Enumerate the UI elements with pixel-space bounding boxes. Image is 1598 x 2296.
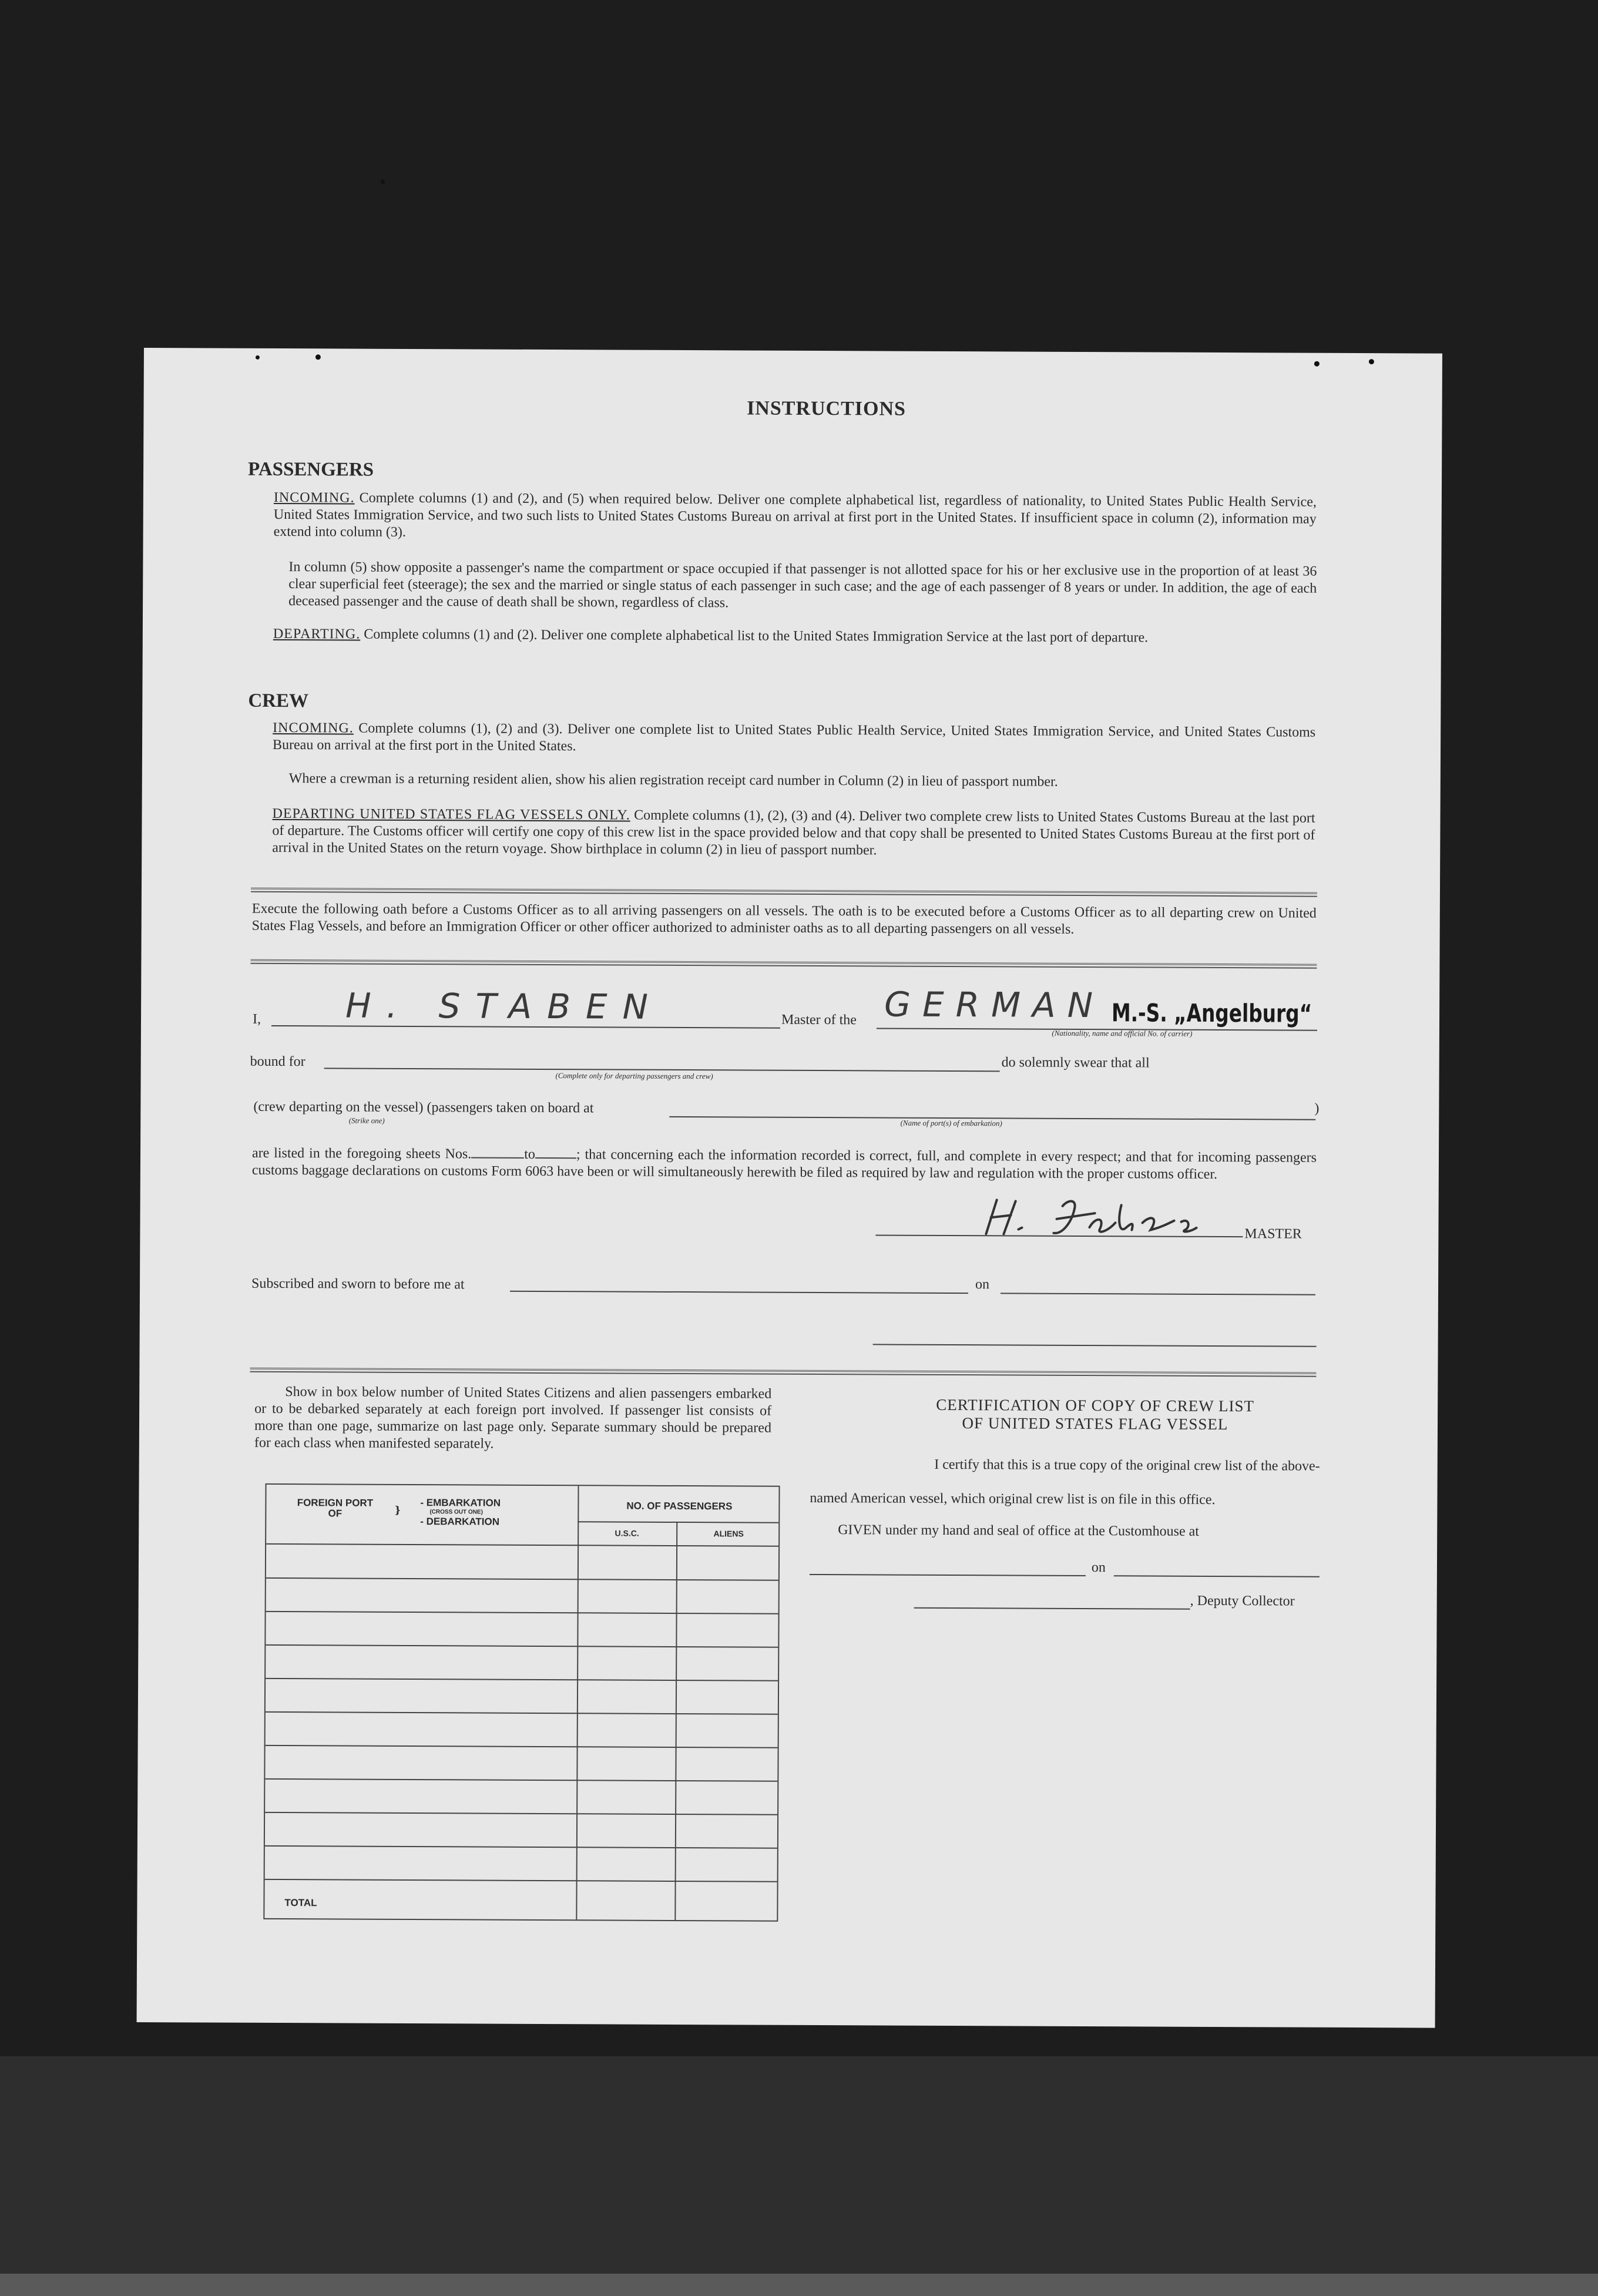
master-label: MASTER	[1244, 1226, 1302, 1242]
sheet-to-blank	[535, 1157, 576, 1159]
master-of-label: Master of the	[781, 1012, 857, 1028]
table-row	[266, 1611, 778, 1614]
master-name-handwritten: H. STABEN	[345, 985, 664, 1027]
summary-instructions: Show in box below number of United States Citizens and alien passengers embarked or to be debarked separately at each foreign port involved. If passenger list consists of more than one page, summarize on last page only. Separate summary should be prepared for each class when manifested separately.	[254, 1384, 772, 1452]
officer-signature-line	[873, 1342, 1317, 1347]
customhouse-line	[810, 1573, 1086, 1576]
oath-divider	[250, 959, 1317, 969]
subscribed-label: Subscribed and sworn to before me at	[251, 1275, 465, 1293]
subscribed-on-label: on	[975, 1277, 990, 1293]
table-divider	[578, 1521, 778, 1523]
table-divider	[674, 1522, 677, 1920]
section-divider	[251, 888, 1317, 897]
passengers-departing-lead: DEPARTING.	[273, 626, 361, 642]
crew-departing-lead: DEPARTING UNITED STATES FLAG VESSELS ONLY.	[272, 805, 630, 823]
table-row	[265, 1778, 777, 1782]
total-label: TOTAL	[284, 1897, 317, 1909]
sheets-paragraph	[252, 1145, 1317, 1184]
embarkation-header: - EMBARKATION	[420, 1497, 501, 1509]
passengers-departing-paragraph	[273, 626, 1316, 647]
crew-incoming-lead: INCOMING.	[273, 720, 354, 736]
table-row	[266, 1678, 778, 1681]
passengers-departing-text: Complete columns (1) and (2). Deliver one complete alphabetical list to the United States Immigration Service at the last port of departure.	[364, 626, 1149, 646]
bound-for-label: bound for	[250, 1053, 306, 1070]
vessel-caption: (Nationality, name and official No. of carrier)	[1052, 1028, 1193, 1038]
bound-for-caption: (Complete only for departing passengers and crew)	[555, 1071, 713, 1081]
scanner-edge	[0, 2274, 1598, 2296]
aliens-header: ALIENS	[713, 1529, 744, 1539]
deputy-collector-label: , Deputy Collector	[1190, 1593, 1295, 1609]
passenger-summary-table	[263, 1483, 780, 1922]
oath-i-label: I,	[252, 1011, 261, 1027]
passengers-incoming-paragraph	[274, 489, 1317, 545]
punch-mark	[315, 354, 321, 360]
passengers-incoming-text: Complete columns (1) and (2), and (5) when required below. Deliver one complete alphabetical list, regardless of nationality, to United States Public Health Service, United States Immigration Service, and two such lists to United States Customs Bureau on arrival at first port in the United States. If insufficient space in column (2), information may extend into column (3).	[273, 490, 1317, 540]
subscribed-at-line	[510, 1290, 968, 1294]
table-row	[265, 1812, 777, 1815]
table-row	[265, 1845, 777, 1849]
foreign-port-header: FOREIGN PORT OF	[297, 1497, 374, 1519]
certification-date-line	[1114, 1574, 1320, 1577]
certification-title-line1: CERTIFICATION OF COPY OF CREW LIST	[936, 1395, 1255, 1415]
subscribed-date-line	[1001, 1291, 1315, 1295]
strike-caption: (Strike one)	[348, 1116, 385, 1125]
sheets-text-1: are listed in the foregoing sheets Nos.	[251, 1145, 472, 1162]
crew-resident-paragraph: Where a crewman is a returning resident alien, show his alien registration receipt card number in Column (2) in lieu of passport number.	[288, 771, 1058, 790]
sheet-from-blank	[471, 1157, 524, 1158]
table-row	[266, 1577, 778, 1581]
table-row	[266, 1745, 778, 1748]
certification-line3: GIVEN under my hand and seal of office at the Customhouse at	[838, 1522, 1200, 1539]
crew-departing-label: (crew departing on the vessel) (passengers taken on board at	[253, 1099, 594, 1116]
cross-out-note: (CROSS OUT ONE)	[429, 1509, 483, 1516]
close-paren: )	[1314, 1100, 1320, 1116]
table-divider	[576, 1486, 579, 1919]
certification-line2: named American vessel, which original crew list is on file in this office.	[810, 1490, 1216, 1508]
punch-mark	[256, 355, 260, 360]
table-row	[265, 1879, 777, 1882]
punch-mark	[1314, 361, 1320, 367]
usc-header: U.S.C.	[615, 1528, 639, 1538]
page-title: INSTRUCTIONS	[747, 397, 907, 420]
crew-heading: CREW	[248, 690, 309, 712]
oath-intro: Execute the following oath before a Customs Officer as to all arriving passengers on all vessels. The oath is to be executed before a Customs Officer as to all departing crew on United States Flag Vessels, and before an Immigration Officer or other officer authorized to administer oaths as to all departing passengers on all vessels.	[251, 901, 1317, 937]
dust-speck	[381, 180, 385, 184]
certification-title-line2: OF UNITED STATES FLAG VESSEL	[962, 1414, 1228, 1434]
crew-incoming-text: Complete columns (1), (2) and (3). Deliver one complete list to United States Public Health Service, United States Immigration Service, and United States Customs Bureau on arrival at the first port in the United States.	[272, 720, 1316, 754]
swear-label: do solemnly swear that all	[1001, 1055, 1150, 1071]
passengers-column5-paragraph: In column (5) show opposite a passenger's name the compartment or space occupied if that passenger is not allotted space for his or her exclusive use in the proportion of at least 36 clear superficial feet (steerage); the sex and the married or single status of each passenger in such case; and the age of each passenger of 8 years or under. In addition, the age of each deceased passenger and the cause of death shall be shown, regardless of class.	[288, 559, 1317, 611]
crew-departing-text: Complete columns (1), (2), (3) and (4). Deliver two complete crew lists to United States Customs Bureau at the last port of departure. The Customs officer will certify one copy of this crew list in the space provided below and that copy shall be presented to United States Customs Bureau at the first port of arrival in the United States on the return voyage. Show birthplace in column (2) in lieu of passport number.	[272, 807, 1315, 858]
crew-departing-paragraph	[272, 805, 1315, 861]
sheets-text-2: ; that concerning each the information recorded is correct, full, and complete in every respect; and that for incoming passengers customs baggage declarations on customs Form 6063 have been or will simultaneously herewith be filed as required by law and regulation with the proper customs officer.	[251, 1147, 1317, 1182]
deputy-collector-line	[914, 1606, 1190, 1610]
table-row	[266, 1644, 778, 1648]
summary-divider	[250, 1368, 1316, 1377]
punch-mark	[1369, 359, 1374, 364]
brace-icon: }	[394, 1504, 401, 1516]
passengers-count-header: NO. OF PASSENGERS	[626, 1500, 733, 1512]
certification-line1: I certify that this is a true copy of the original crew list of the above-	[934, 1456, 1320, 1474]
certification-on-label: on	[1091, 1560, 1106, 1576]
scanner-background	[0, 2056, 1598, 2296]
table-row	[266, 1711, 778, 1715]
passengers-incoming-lead: INCOMING.	[273, 489, 355, 506]
passengers-heading: PASSENGERS	[248, 458, 374, 481]
crew-incoming-paragraph	[273, 720, 1315, 758]
document-page	[137, 348, 1442, 2028]
debarkation-header: - DEBARKATION	[420, 1516, 500, 1528]
certification-title	[857, 1395, 1333, 1434]
port-caption: (Name of port(s) of embarkation)	[900, 1118, 1002, 1128]
master-signature	[974, 1193, 1197, 1241]
sheets-to: to	[524, 1146, 535, 1162]
table-divider	[266, 1543, 778, 1547]
nationality-handwritten: GERMAN	[884, 984, 1105, 1026]
vessel-name-stamp: M.-S. „Angelburg“	[1111, 998, 1312, 1028]
